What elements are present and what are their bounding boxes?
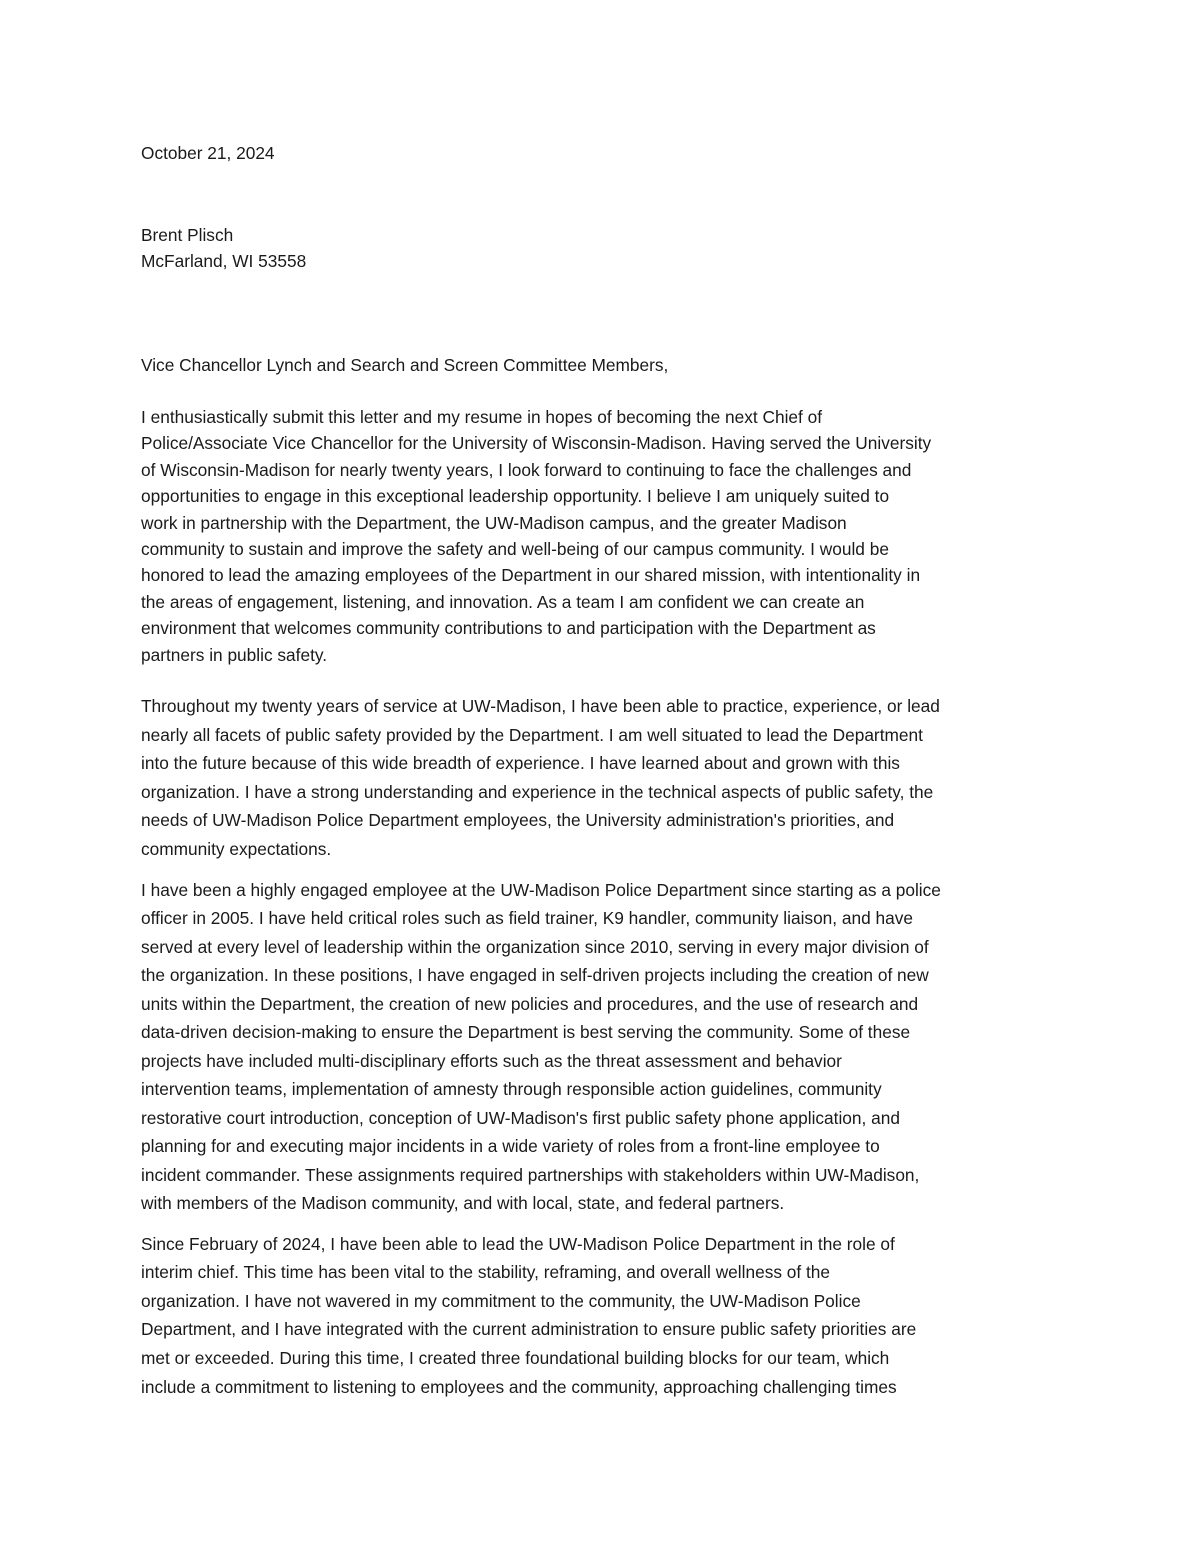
paragraph-4: Since February of 2024, I have been able to lead the UW-Madison Police Department in the role of interim chief. This time has been vital to the stability, reframing, and overall wellness of the organization. I have not wavered in my commitment to the community, the UW-Madison Police Department, and I have integrated with the current administration to ensure public safety priorities are met or exceeded. During this time, I created three foundational building blocks for our team, which include a commitment to listening to employees and the community, approaching challenging times	[141, 1233, 917, 1397]
paragraph-3: I have been a highly engaged employee at the UW-Madison Police Department since starting as a police officer in 2005. I have held critical roles such as field trainer, K9 handler, community liaison, and have served at every level of leadership within the organization since 2010, serving in every major division of the organization. In these positions, I have engaged in self-driven projects including the creation of new units within the Department, the creation of new policies and procedures, and the use of research and data-driven decision-making to ensure the Department is best serving the community. Some of these projects have included multi-disciplinary efforts such as the threat assessment and behavior intervention teams, implementation of amnesty through responsible action guidelines, community restorative court introduction, conception of UW-Madison's first public safety phone application, and planning for and executing major incidents in a wide variety of roles from a front-line employee to incident commander. These assignments required partnerships with stakeholders within UW-Madison, with members of the Madison community, and with local, state, and federal partners.	[141, 879, 941, 1214]
letter-date: October 21, 2024	[141, 143, 275, 163]
sender-name: Brent Plisch	[141, 225, 234, 245]
sender-address: McFarland, WI 53558	[141, 251, 307, 271]
salutation: Vice Chancellor Lynch and Search and Screen Committee Members,	[141, 355, 669, 375]
letter-body	[141, 404, 941, 1401]
paragraph-1: I enthusiastically submit this letter and my resume in hopes of becoming the next Chief of Police/Associate Vice Chancellor for the University of Wisconsin-Madison. Having served the University of Wisconsin-Madison for nearly twenty years, I look forward to continuing to face the challenges and opportunities to engage in this exceptional leadership opportunity. I believe I am uniquely suited to work in partnership with the Department, the UW-Madison campus, and the greater Madison community to sustain and improve the safety and well-being of our campus community. I would be honored to lead the amazing employees of the Department in our shared mission, with intentionality in the areas of engagement, listening, and innovation. As a team I am confident we can create an environment that welcomes community contributions to and participation with the Department as partners in public safety.	[141, 407, 932, 665]
paragraph-2: Throughout my twenty years of service at UW-Madison, I have been able to practice, experience, or lead nearly all facets of public safety provided by the Department. I am well situated to lead the Department into the future because of this wide breadth of experience. I have learned about and grown with this organization. I have a strong understanding and experience in the technical aspects of public safety, the needs of UW-Madison Police Department employees, the University administration's priorities, and community expectations.	[141, 696, 940, 860]
sender-block	[141, 222, 306, 274]
cover-letter	[141, 140, 1066, 1397]
